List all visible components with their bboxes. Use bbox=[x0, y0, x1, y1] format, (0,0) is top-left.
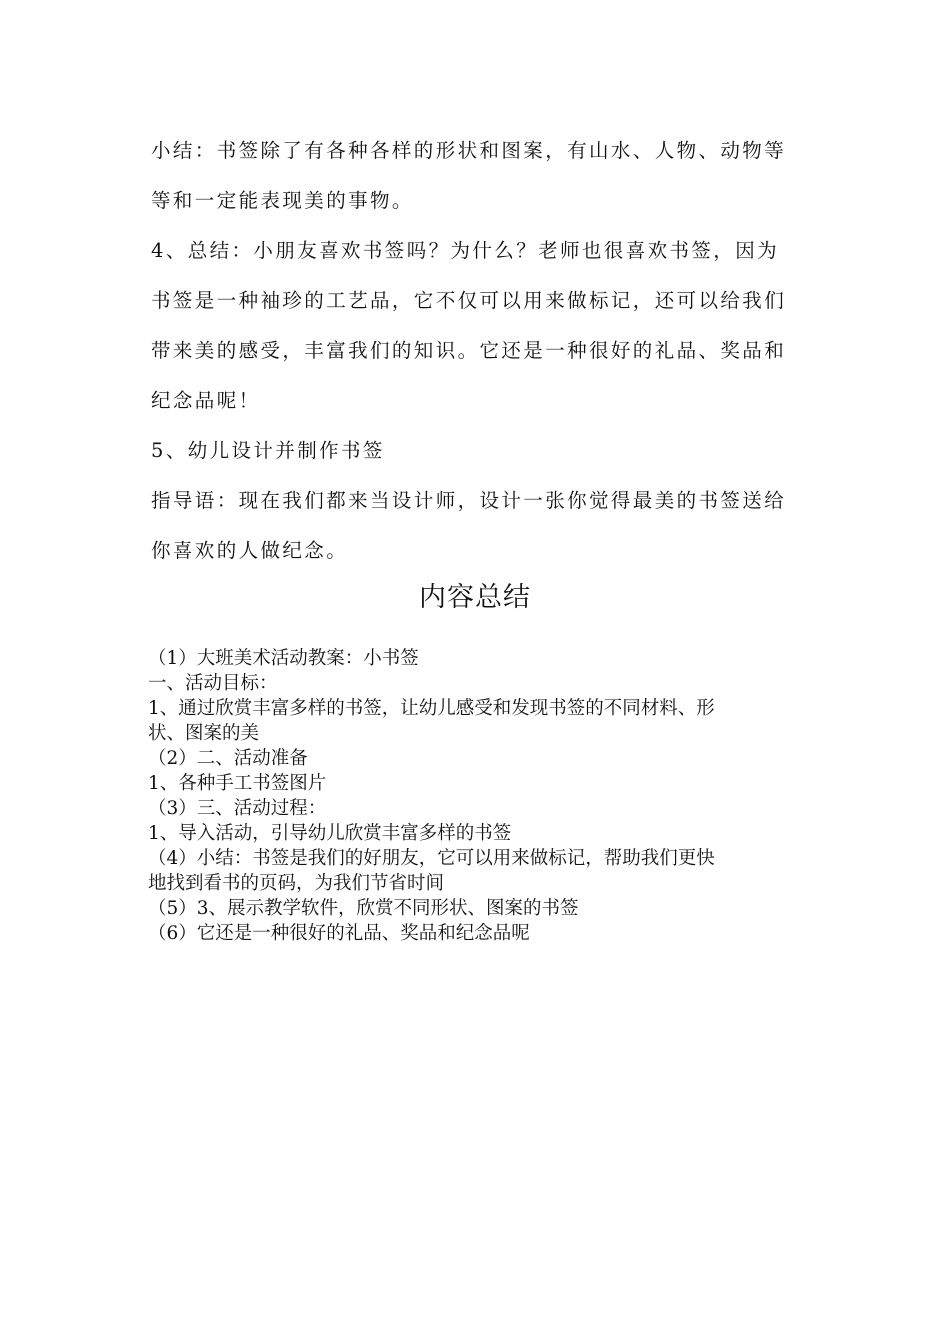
body-line-6: 纪念品呢！ bbox=[151, 389, 261, 412]
summary-heading: 内容总结 bbox=[419, 582, 531, 613]
body-line-3: 4、总结：小朋友喜欢书签吗？为什么？老师也很喜欢书签，因为 bbox=[151, 239, 780, 262]
body-line-9: 你喜欢的人做纪念。 bbox=[151, 539, 349, 562]
summary-line-4: 状、图案的美 bbox=[148, 723, 260, 744]
summary-line-10: 地找到看书的页码，为我们节省时间 bbox=[148, 873, 445, 894]
body-line-7: 5、幼儿设计并制作书签 bbox=[151, 439, 385, 462]
summary-line-6: 1、各种手工书签图片 bbox=[148, 773, 327, 794]
body-line-1: 小结：书签除了有各种各样的形状和图案，有山水、人物、动物等 bbox=[151, 139, 787, 162]
summary-line-2: 一、活动目标： bbox=[148, 673, 278, 694]
summary-line-7: （3）三、活动过程： bbox=[148, 798, 327, 819]
body-line-4: 书签是一种袖珍的工艺品，它不仅可以用来做标记，还可以给我们 bbox=[151, 289, 787, 312]
summary-line-8: 1、导入活动，引导幼儿欣赏丰富多样的书签 bbox=[148, 823, 512, 844]
summary-list bbox=[148, 646, 808, 946]
summary-line-5: （2）二、活动准备 bbox=[148, 748, 308, 769]
summary-line-11: （5）3、展示教学软件，欣赏不同形状、图案的书签 bbox=[148, 898, 579, 919]
body-line-8: 指导语：现在我们都来当设计师，设计一张你觉得最美的书签送给 bbox=[151, 489, 787, 512]
summary-line-1: （1）大班美术活动教案：小书签 bbox=[148, 648, 419, 669]
summary-line-9: （4）小结：书签是我们的好朋友，它可以用来做标记，帮助我们更快 bbox=[148, 848, 715, 869]
summary-line-12: （6）它还是一种很好的礼品、奖品和纪念品呢 bbox=[148, 923, 530, 944]
body-line-2: 等和一定能表现美的事物。 bbox=[151, 189, 414, 212]
body-line-5: 带来美的感受，丰富我们的知识。它还是一种很好的礼品、奖品和 bbox=[151, 339, 787, 362]
body-paragraphs bbox=[151, 126, 811, 576]
summary-line-3: 1、通过欣赏丰富多样的书签，让幼儿感受和发现书签的不同材料、形 bbox=[148, 698, 715, 719]
